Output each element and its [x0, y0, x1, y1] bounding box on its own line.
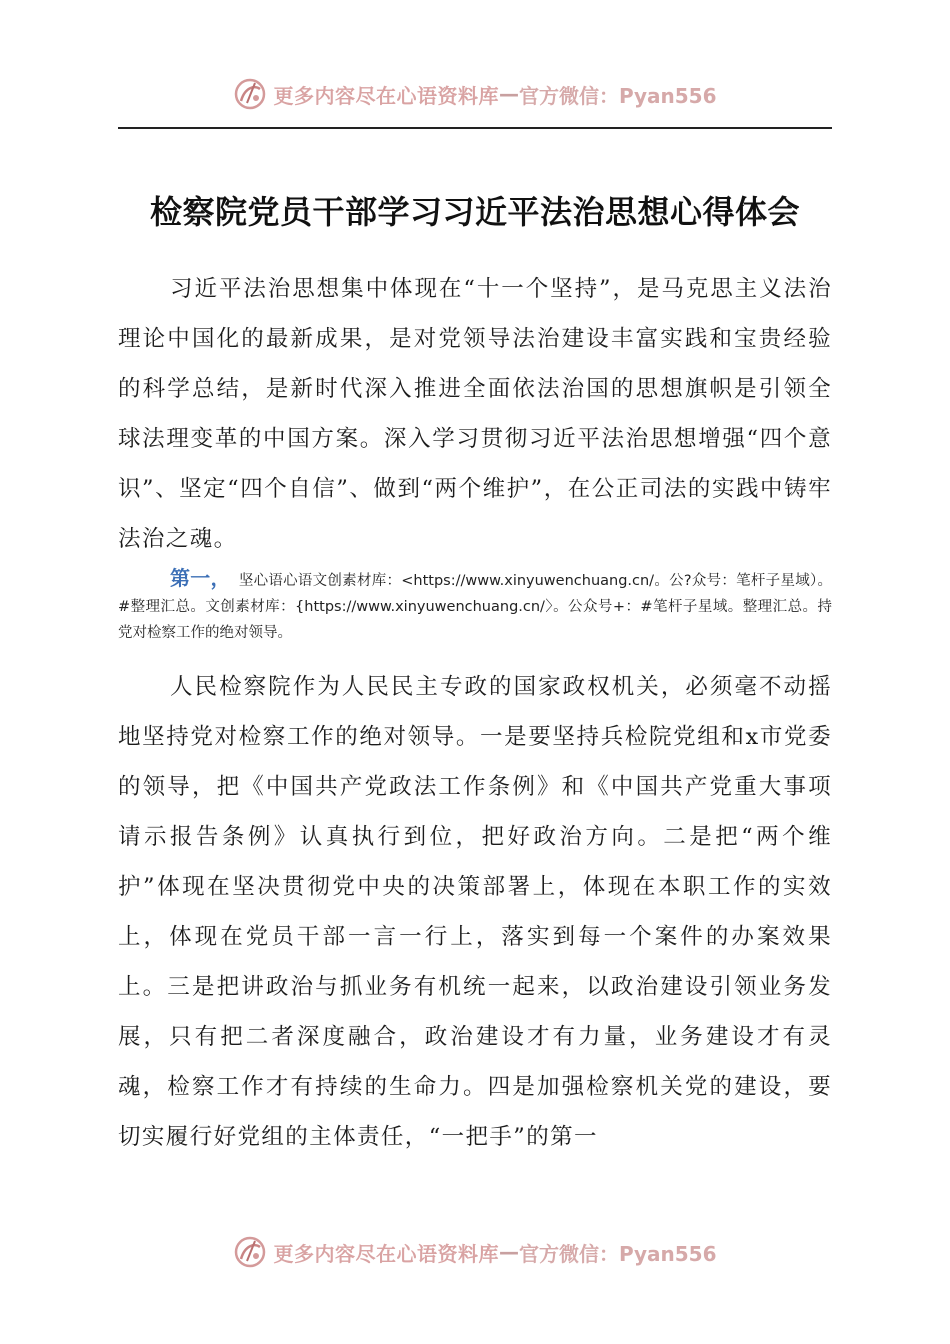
banner-wechat: 官方微信：Pyan556 — [518, 83, 717, 108]
paragraph-intro: 习近平法治思想集中体现在“十一个坚持”，是马克思主义法治理论中国化的最新成果，是对党领导法治建设丰富实践和宝贵经验的科学总结，是新时代深入推进全面依法治国的思想旗帜是引领全球法理变革的中国方案。深入学习贯彻习近平法治思想增强“四个意识”、坚定“四个自信”、做到“两个维护”，在公正司法的实践中铸牢法治之魂。 — [118, 276, 832, 552]
logo-icon — [233, 77, 267, 111]
banner-text: 更多内容尽在心语资料库 — [273, 83, 499, 108]
header-divider — [118, 127, 832, 129]
document-title: 检察院党员干部学习习近平法治思想心得体会 — [149, 193, 800, 231]
footer-watermark-banner — [0, 1232, 950, 1272]
header-watermark-banner — [0, 74, 950, 114]
section-lead: 第一， — [170, 566, 231, 590]
section-heading-text: 坚心语心语文创素材库：<https://www.xinyuwenchuang.cn/。公?众号：笔杆子星域）。#整理汇总。文创素材库：{https://www.xinyuwenchuang.cn/〉。公众号+：#笔杆子星域。整理汇总。持党对检察工作的绝对领导。 — [118, 573, 832, 641]
paragraph-body: 人民检察院作为人民民主专政的国家政权机关，必须毫不动摇地坚持党对检察工作的绝对领导。一是要坚持兵检院党组和x市党委的领导，把《中国共产党政法工作条例》和《中国共产党重大事项请示报告条例》认真执行到位，把好政治方向。二是把“两个维护”体现在坚决贯彻党中央的决策部署上，体现在本职工作的实效上，体现在党员干部一言一行上，落实到每一个案件的办案效果上。三是把讲政治与抓业务有机统一起来，以政治建设引领业务发展，只有把二者深度融合，政治建设才有力量，业务建设才有灵魂，检察工作才有持续的生命力。四是加强检察机关党的建设，要切实履行好党组的主体责任，“一把手”的第一 — [118, 674, 832, 1150]
banner-text: 更多内容尽在心语资料库 — [273, 1241, 499, 1266]
logo-icon — [233, 1235, 267, 1269]
section-heading-block — [118, 565, 832, 646]
banner-wechat: 官方微信：Pyan556 — [518, 1241, 717, 1266]
banner-separator: — — [498, 82, 519, 106]
banner-separator: — — [498, 1240, 519, 1264]
